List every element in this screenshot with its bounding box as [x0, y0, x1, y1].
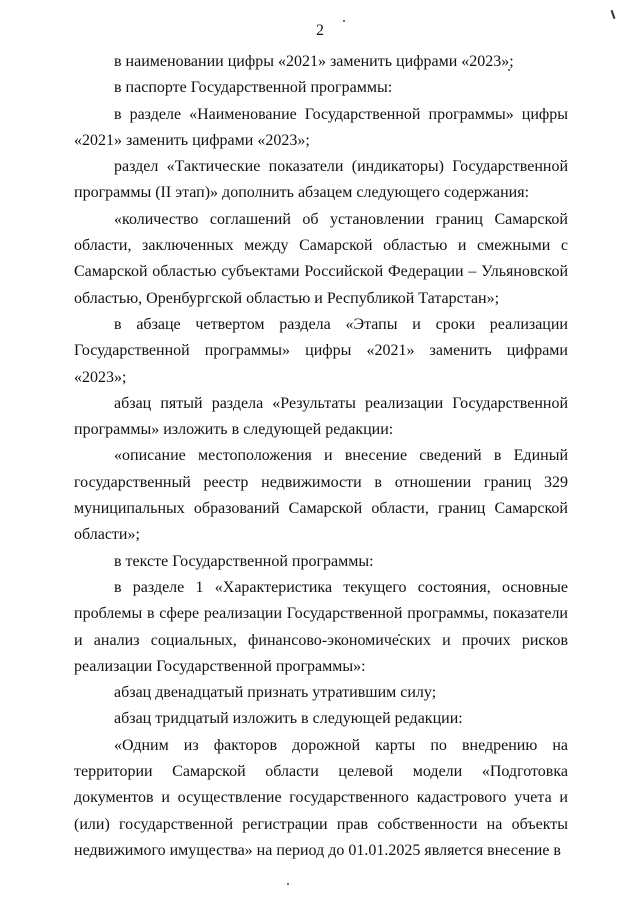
paragraph: абзац пятый раздела «Результаты реализации Государственной программы» изложить в следующей редакции: — [74, 394, 568, 439]
page-number: 2 — [316, 22, 324, 39]
scan-mark — [611, 10, 616, 19]
document-body — [74, 49, 568, 864]
paragraph: в тексте Государственной программы: — [114, 552, 374, 570]
paragraph: «Одним из факторов дорожной карты по внедрению на территории Самарской области целевой модели «Подготовка документов и осуществление государственного кадастрового учета и (или) государственной регистрации прав собственности на объекты недвижимого имущества» на период до 01.01.2025 является внесение в — [74, 736, 568, 859]
paragraph: абзац тридцатый изложить в следующей редакции: — [114, 710, 463, 728]
paragraph: раздел «Тактические показатели (индикаторы) Государственной программы (II этап)» дополнить абзацем следующего содержания: — [74, 158, 568, 202]
paragraph: абзац двенадцатый признать утратившим силу; — [114, 684, 437, 702]
paragraph: в разделе 1 «Характеристика текущего состояния, основные проблемы в сфере реализации Государственной программы, показатели и анализ социальных, финансово-экономических и прочих рисков реализации Государственной программы»: — [74, 578, 568, 675]
paragraph: в наименовании цифры «2021» заменить цифрами «2023»; — [114, 53, 514, 70]
paragraph: «описание местоположения и внесение сведений в Единый государственный реестр недвижимости в отношении границ 329 муниципальных образований Самарской области, границ Самарской области»; — [74, 447, 568, 544]
paragraph: в паспорте Государственной программы: — [114, 79, 393, 97]
paragraph: в разделе «Наименование Государственной программы» цифры «2021» заменить цифрами «2023»; — [74, 105, 568, 149]
paragraph: «количество соглашений об установлении границ Самарской области, заключенных между Самарской областью и смежными с Самарской областью субъектами Российской Федерации – Ульяновской областью, Оренбургской областью и Республикой Татарстан»; — [74, 210, 568, 307]
paragraph: в абзаце четвертом раздела «Этапы и сроки реализации Государственной программы» цифры «2021» заменить цифрами «2023»; — [74, 315, 568, 386]
scan-speck — [287, 883, 289, 885]
